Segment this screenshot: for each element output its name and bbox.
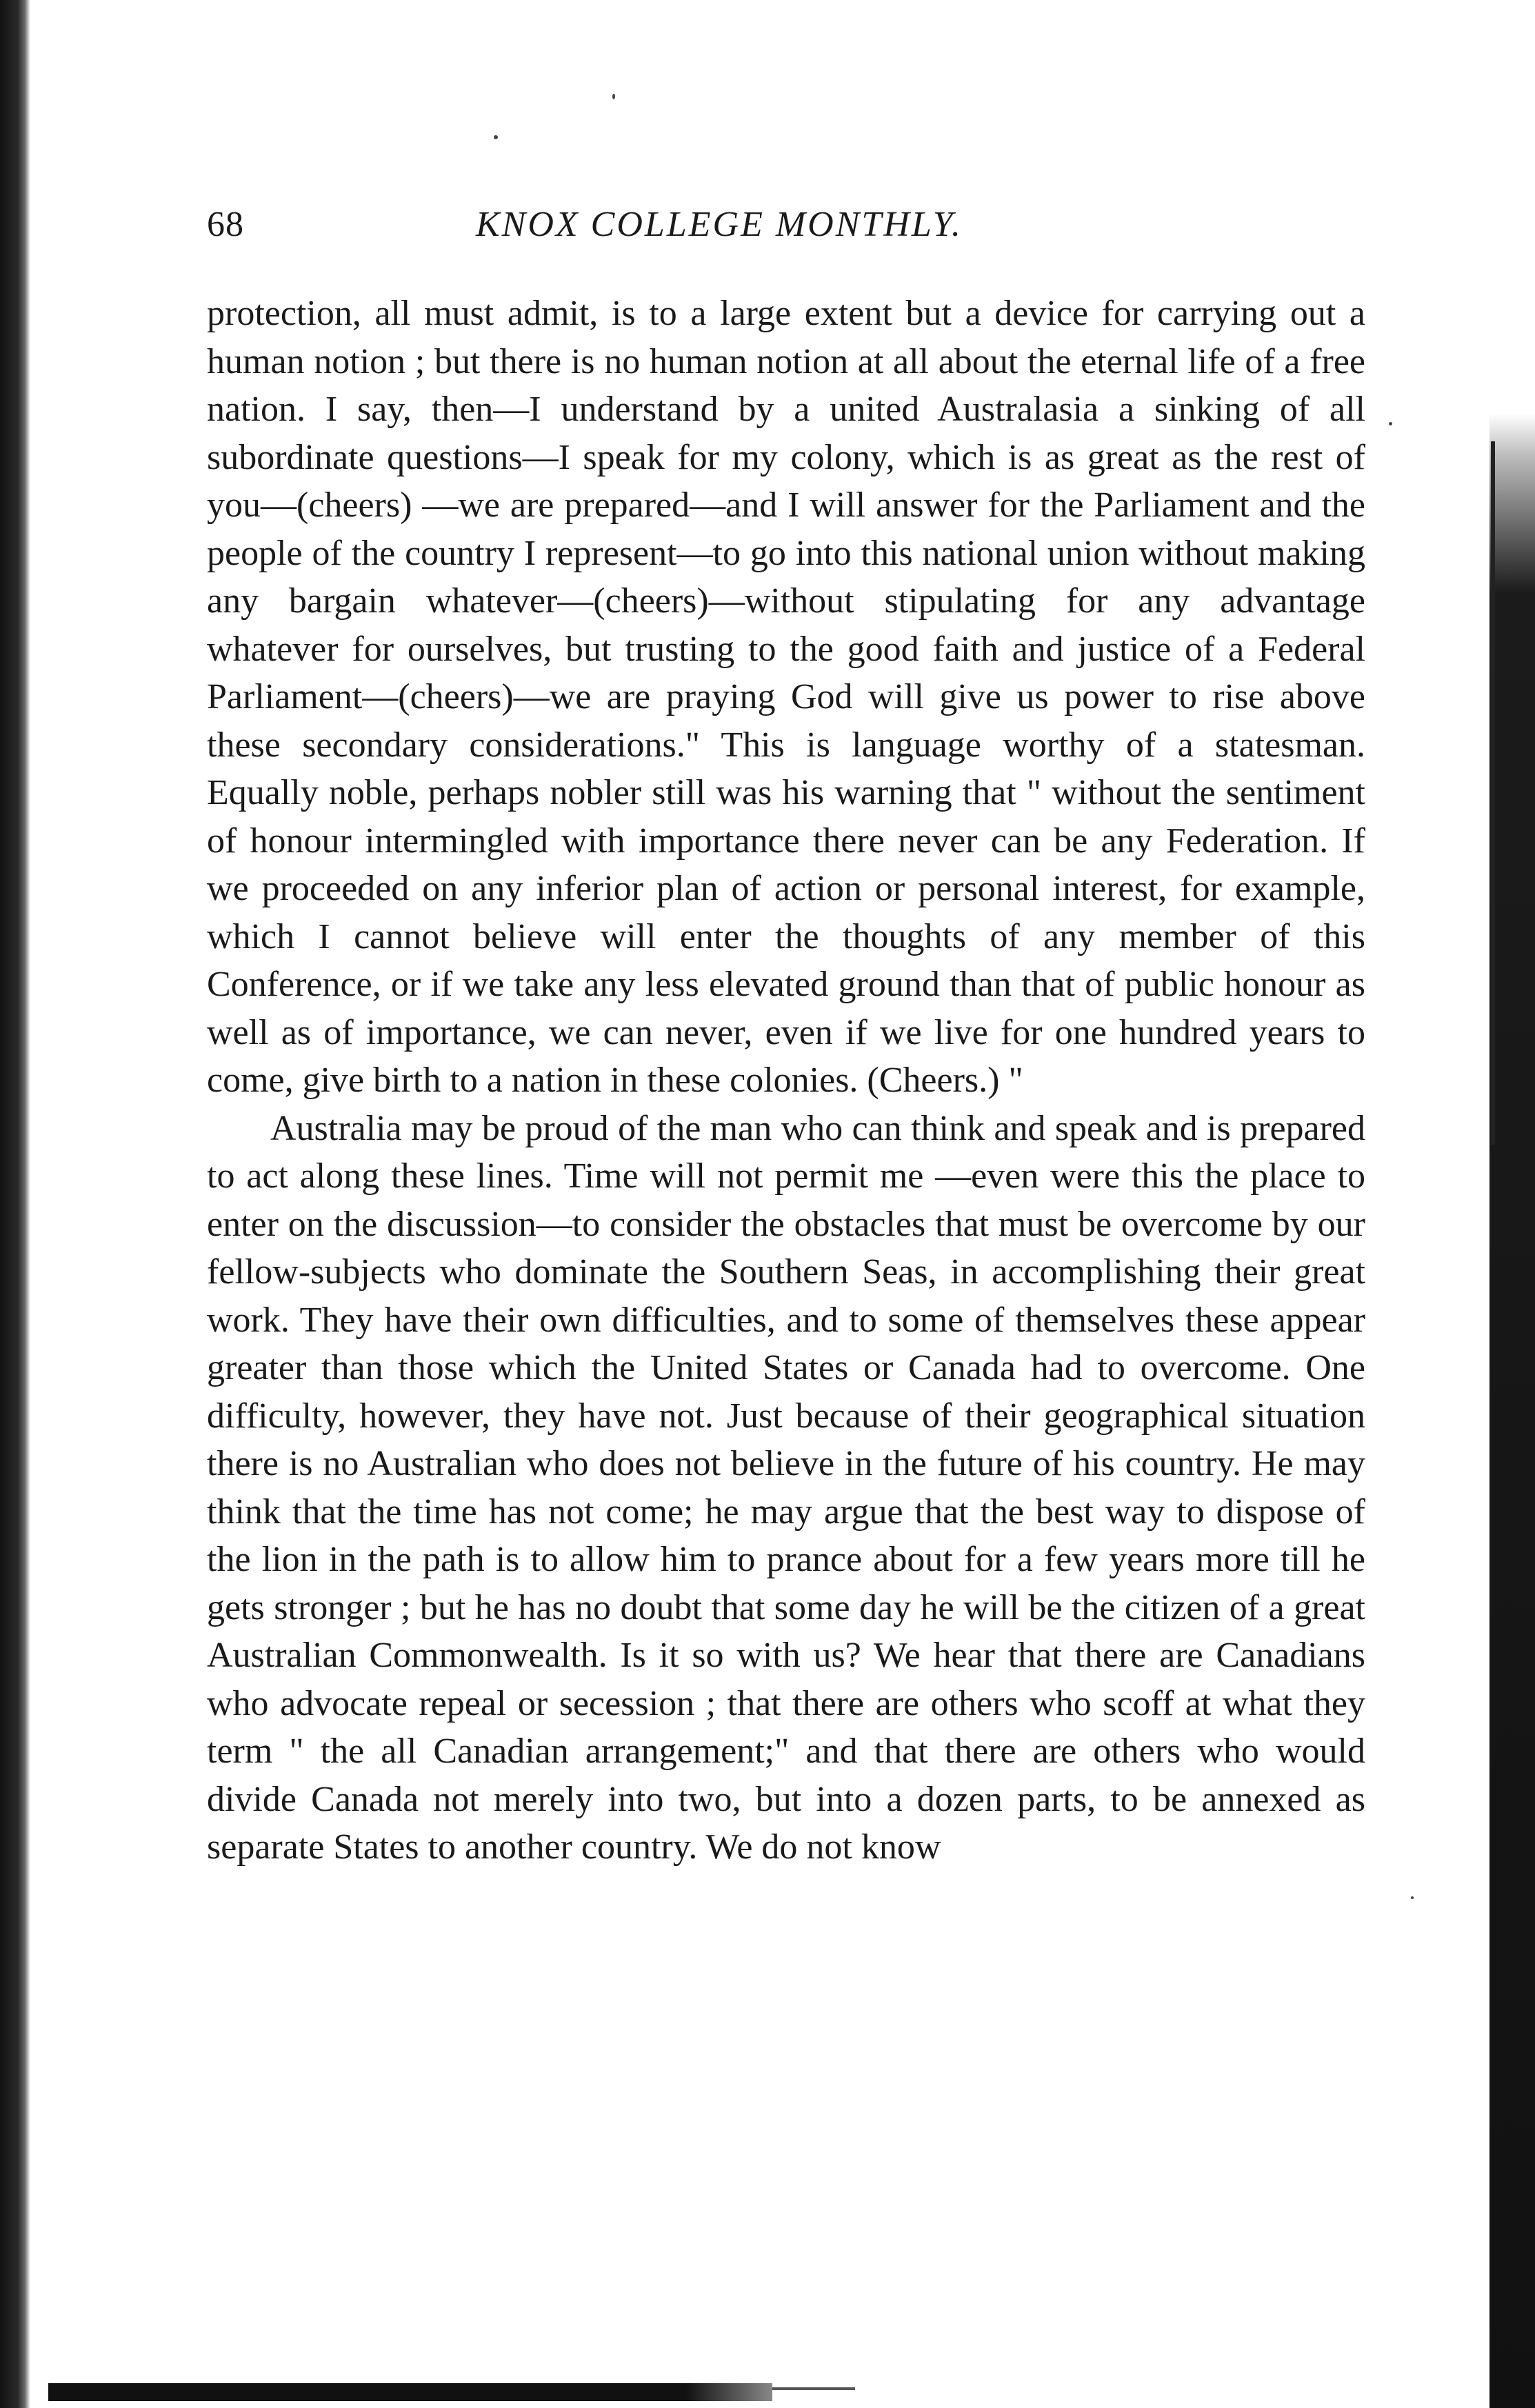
scan-speck	[612, 94, 615, 99]
body-text	[207, 290, 1365, 1872]
scan-edge-bottom	[48, 2383, 772, 2401]
scan-edge-left	[0, 0, 30, 2408]
page-header	[207, 204, 1365, 252]
scan-edge-right-line	[1491, 441, 1495, 1145]
scan-edge-right	[1489, 414, 1535, 2408]
paragraph-1: protection, all must admit, is to a large extent but a device for carrying out a human notion ; but there is no human notion at all about the eternal life of a free nation. I say, then—I understand by a united Australasia a sinking of all subordinate questions—I speak for my colony, which is as great as the rest of you—(cheers) —we are prepared—and I will answer for the Parliament and the people of the country I represent—to go into this national union without making any bargain whatever—(cheers)—without stipulating for any advantage whatever for ourselves, but trusting to the good faith and justice of a Federal Parliament—(cheers)—we are praying God will give us power to rise above these secondary considerations." This is language worthy of a statesman. Equally noble, perhaps nobler still was his warning that " without the sentiment of honour intermingled with importance there never can be any Federation. If we proceeded on any inferior plan of action or personal interest, for example, which I cannot believe will enter the thoughts of any member of this Conference, or if we take any less elevated ground than that of public honour as well as of importance, we can never, even if we live for one hundred years to come, give birth to a nation in these colonies. (Cheers.) "	[207, 294, 1365, 1100]
scan-speck	[1389, 422, 1392, 425]
paragraph-2: Australia may be proud of the man who can think and speak and is prepared to act along these lines. Time will not permit me —even were this the place to enter on the discussion—to consider the obstacles that must be overcome by our fellow-subjects who dominate the Southern Seas, in accomplishing their great work. They have their own difficulties, and to some of themselves these appear greater than those which the United States or Canada had to overcome. One difficulty, however, they have not. Just because of their geographical situation there is no Australian who does not believe in the future of his country. He may think that the time has not come; he may argue that the best way to dispose of the lion in the path is to allow him to prance about for a few years more till he gets stronger ; but he has no doubt that some day he will be the citizen of a great Australian Commonwealth. Is it so with us? We hear that there are Canadians who advocate repeal or secession ; that there are others who scoff at what they term " the all Canadian arrangement;" and that there are others who would divide Canada not merely into two, but into a dozen parts, to be annexed as separate States to another country. We do not know	[207, 1108, 1365, 1867]
running-title: KNOX COLLEGE MONTHLY.	[476, 205, 963, 244]
scan-speck	[1411, 1896, 1414, 1899]
page-number: 68	[207, 205, 244, 244]
scan-edge-bottom-line	[772, 2387, 855, 2390]
scan-speck	[494, 135, 498, 139]
